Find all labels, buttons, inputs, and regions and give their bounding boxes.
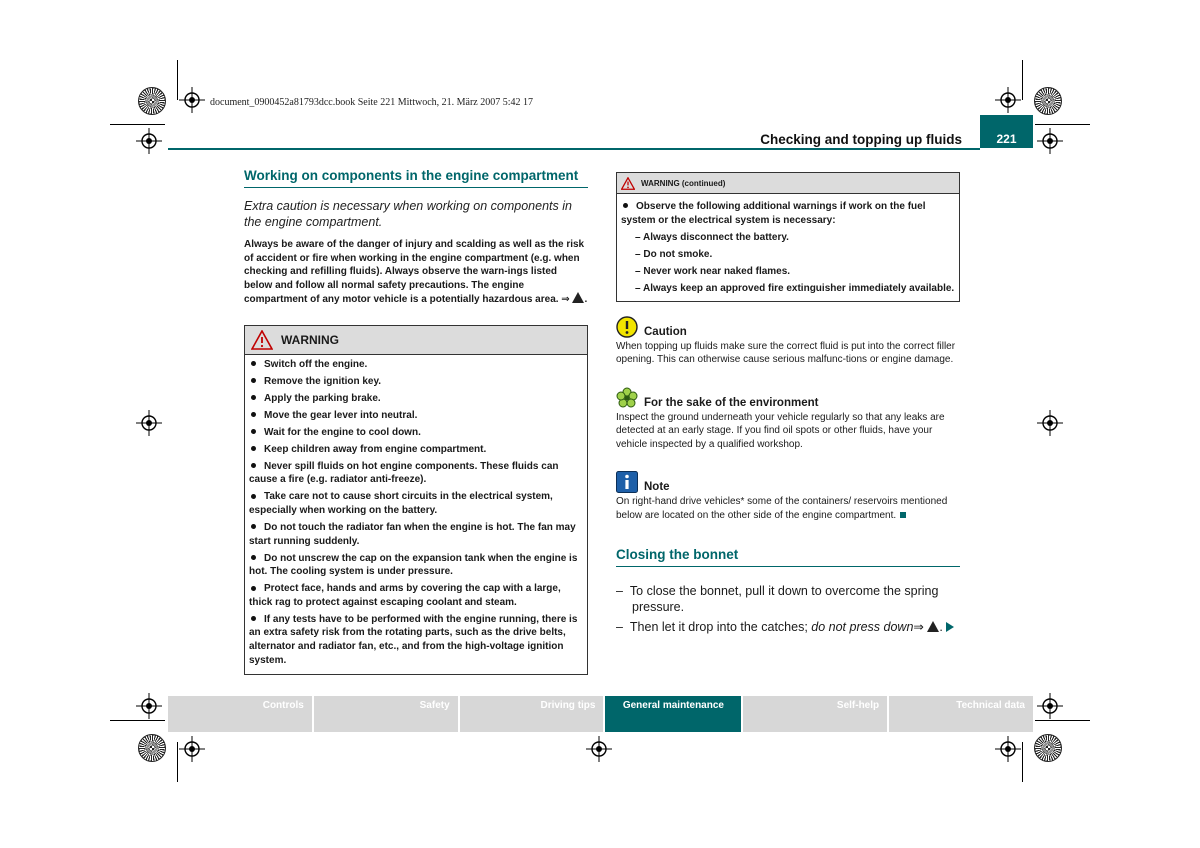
warning-item: Remove the ignition key. (249, 375, 583, 389)
warning-continued-items (617, 194, 959, 301)
warning-item: Never spill fluids on hot engine components. These fluids can cause a fire (e.g. radiator anti-freeze). (249, 460, 559, 486)
warning-title: WARNING (281, 332, 339, 347)
step-emphasis: do not press down (811, 619, 914, 634)
warning-box (244, 325, 588, 675)
registration-mark-icon (586, 736, 612, 762)
warning-continued-box (616, 172, 960, 302)
environment-flower-icon (616, 387, 638, 409)
warning-continued-lead: Observe the following additional warnings if work on the fuel system or the electrical system is necessary: (621, 201, 926, 226)
right-column (616, 172, 960, 639)
caution-heading (616, 316, 960, 338)
caution-title: Caution (644, 325, 687, 338)
registration-mark-icon (995, 87, 1021, 113)
registration-mark-icon (995, 736, 1021, 762)
registration-mark-icon (179, 736, 205, 762)
info-icon (616, 471, 638, 493)
warning-triangle-icon (927, 621, 939, 632)
print-slug: document_0900452a81793dcc.book Seite 221 Mittwoch, 21. März 2007 5:42 17 (210, 97, 534, 108)
environment-text: Inspect the ground underneath your vehicle regularly so that any leaks are detected at an early stage. If you find oil spots or other fluids, have your vehicle inspected by a qualified workshop. (616, 411, 945, 450)
environment-title: For the sake of the environment (644, 396, 819, 409)
page-header-title: Checking and topping up fluids (760, 132, 962, 147)
crop-mark (177, 60, 178, 100)
warning-continued-title: WARNING (continued) (641, 178, 726, 188)
crop-mark (110, 124, 165, 125)
registration-mark-icon (136, 410, 162, 436)
tab-technical-data[interactable]: Technical data (889, 696, 1033, 732)
caution-text: When topping up fluids make sure the correct fluid is put into the correct filler opening. This can otherwise cause serious malfunc-tions or engine damage. (616, 340, 956, 366)
registration-mark-icon (1037, 410, 1063, 436)
caution-exclamation-icon (616, 316, 638, 338)
registration-mark-icon (179, 87, 205, 113)
warning-continued-item: – Always disconnect the battery. (635, 231, 789, 243)
warning-item: Protect face, hands and arms by covering the cap with a large, thick rag to protect against escaping coolant and steam. (249, 583, 561, 608)
warning-item: If any tests have to be performed with the engine running, there is an extra safety risk from the rotating parts, such as the drive belts, alternator and radiator fan, etc., and from the high-voltage ignition system. (249, 613, 578, 666)
crop-mark (1035, 720, 1090, 721)
warning-item: Apply the parking brake. (249, 392, 583, 406)
registration-rosette-icon (1034, 87, 1062, 115)
tab-controls[interactable]: Controls (168, 696, 312, 732)
warning-item: Do not unscrew the cap on the expansion tank when the engine is hot. The cooling system is under pressure. (249, 552, 578, 578)
note-text (616, 495, 960, 522)
warning-continued-header (617, 173, 959, 194)
crop-mark (1022, 60, 1023, 100)
warning-items (245, 355, 587, 674)
registration-mark-icon (1037, 128, 1063, 154)
section-body-text: Always be aware of the danger of injury and scalding as well as the risk of accident or fire when working in the engine compartment (e.g. when checking and refilling fluids). Always observe the warn-ings listed below and follow all normal safety precautions. The engine compartment of any motor vehicle is a potentially hazardous area. ⇒ (244, 239, 585, 306)
registration-rosette-icon (138, 734, 166, 762)
page-number: 221 (980, 115, 1033, 148)
tab-self-help[interactable]: Self-help (743, 696, 887, 732)
warning-triangle-icon (251, 330, 273, 350)
warning-continued-item: – Never work near naked flames. (635, 265, 791, 277)
note-heading (616, 471, 960, 493)
warning-header (245, 326, 587, 355)
crop-mark (1022, 742, 1023, 782)
crop-mark (1035, 124, 1090, 125)
left-column (244, 168, 588, 675)
warning-item: Keep children away from engine compartment. (249, 443, 583, 457)
tab-general-maintenance[interactable]: General maintenance (605, 696, 741, 732)
chapter-tabs (168, 696, 1033, 732)
registration-rosette-icon (138, 87, 166, 115)
warning-triangle-icon (621, 177, 635, 190)
note-text-body: On right-hand drive vehicles* some of the containers/ reservoirs mentioned below are located on the other side of the engine compartment. (616, 496, 948, 522)
step-item: – To close the bonnet, pull it down to overcome the spring pressure. (616, 583, 939, 614)
registration-mark-icon (136, 128, 162, 154)
warning-item: Do not touch the radiator fan when the engine is hot. The fan may start running suddenly. (249, 522, 576, 547)
warning-item: Move the gear lever into neutral. (249, 409, 583, 423)
crop-mark (110, 720, 165, 721)
warning-triangle-icon (572, 292, 584, 303)
note-title: Note (644, 481, 670, 494)
registration-mark-icon (136, 693, 162, 719)
warning-continued-item: – Always keep an approved fire extinguisher immediately available. (635, 282, 955, 294)
section-intro: Extra caution is necessary when working on components in the engine compartment. (244, 199, 572, 229)
continue-arrow-icon (946, 622, 954, 632)
warning-continued-item: – Do not smoke. (635, 248, 713, 260)
warning-item: Wait for the engine to cool down. (249, 426, 583, 440)
closing-bonnet-heading: Closing the bonnet (616, 547, 960, 567)
end-of-section-icon (900, 512, 906, 518)
tab-driving-tips[interactable]: Driving tips (460, 696, 604, 732)
warning-item: Take care not to cause short circuits in the electrical system, especially when working on the battery. (249, 491, 553, 517)
step-item: – Then let it drop into the catches; do not press down⇒ . (616, 619, 960, 635)
steps-list (616, 583, 960, 635)
crop-mark (177, 742, 178, 782)
warning-item: Switch off the engine. (249, 358, 583, 372)
header-rule (168, 148, 980, 150)
section-body: Always be aware of the danger of injury and scalding as well as the risk of accident or fire when working in the engine compartment (e.g. when checking and refilling fluids). Always observe the warn-ings listed below and follow all normal safety precautions. The engine compartment of any motor vehicle is a potentially hazardous area. ⇒ . (244, 239, 588, 306)
environment-heading (616, 387, 960, 409)
section-heading: Working on components in the engine compartment (244, 168, 588, 188)
registration-mark-icon (1037, 693, 1063, 719)
tab-safety[interactable]: Safety (314, 696, 458, 732)
registration-rosette-icon (1034, 734, 1062, 762)
